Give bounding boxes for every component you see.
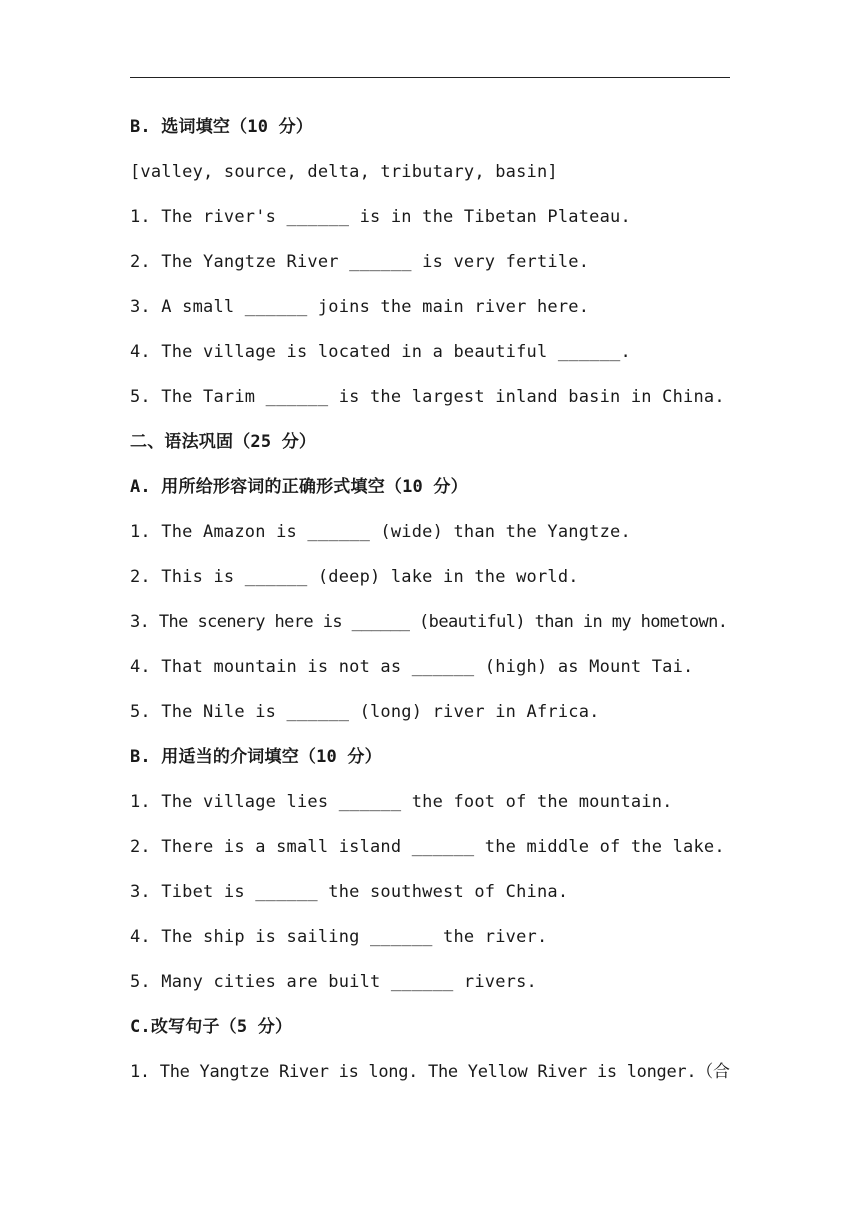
vocab-item-4: 4. The village is located in a beautiful ______. <box>130 342 631 362</box>
word-bank: [valley, source, delta, tributary, basin] <box>130 162 558 182</box>
rewrite-section-heading: C.改写句子（5 分） <box>130 1017 293 1037</box>
prepositions-item-2: 2. There is a small island ______ the middle of the lake. <box>130 837 725 857</box>
prepositions-section-heading: B. 用适当的介词填空（10 分） <box>130 747 382 767</box>
prepositions-item-4: 4. The ship is sailing ______ the river. <box>130 927 548 947</box>
adjectives-item-4: 4. That mountain is not as ______ (high) as Mount Tai. <box>130 657 694 677</box>
vocab-item-5: 5. The Tarim ______ is the largest inland basin in China. <box>130 387 725 407</box>
vocab-section-heading: B. 选词填空（10 分） <box>130 117 314 137</box>
adjectives-item-5: 5. The Nile is ______ (long) river in Africa. <box>130 702 600 722</box>
part-two-heading: 二、语法巩固（25 分） <box>130 432 317 452</box>
vocab-item-3: 3. A small ______ joins the main river here. <box>130 297 590 317</box>
prepositions-item-5: 5. Many cities are built ______ rivers. <box>130 972 537 992</box>
adjectives-item-1: 1. The Amazon is ______ (wide) than the Yangtze. <box>130 522 631 542</box>
adjectives-section-heading: A. 用所给形容词的正确形式填空（10 分） <box>130 477 468 497</box>
vocab-item-2: 2. The Yangtze River ______ is very fertile. <box>130 252 590 272</box>
header-rule <box>130 77 730 78</box>
prepositions-item-3: 3. Tibet is ______ the southwest of China. <box>130 882 569 902</box>
adjectives-item-2: 2. This is ______ (deep) lake in the world. <box>130 567 579 587</box>
rewrite-item-1: 1. The Yangtze River is long. The Yellow River is longer.（合 <box>130 1062 730 1082</box>
vocab-item-1: 1. The river's ______ is in the Tibetan Plateau. <box>130 207 631 227</box>
prepositions-item-1: 1. The village lies ______ the foot of the mountain. <box>130 792 673 812</box>
adjectives-item-3: 3. The scenery here is ______ (beautiful) than in my hometown. <box>130 612 728 632</box>
